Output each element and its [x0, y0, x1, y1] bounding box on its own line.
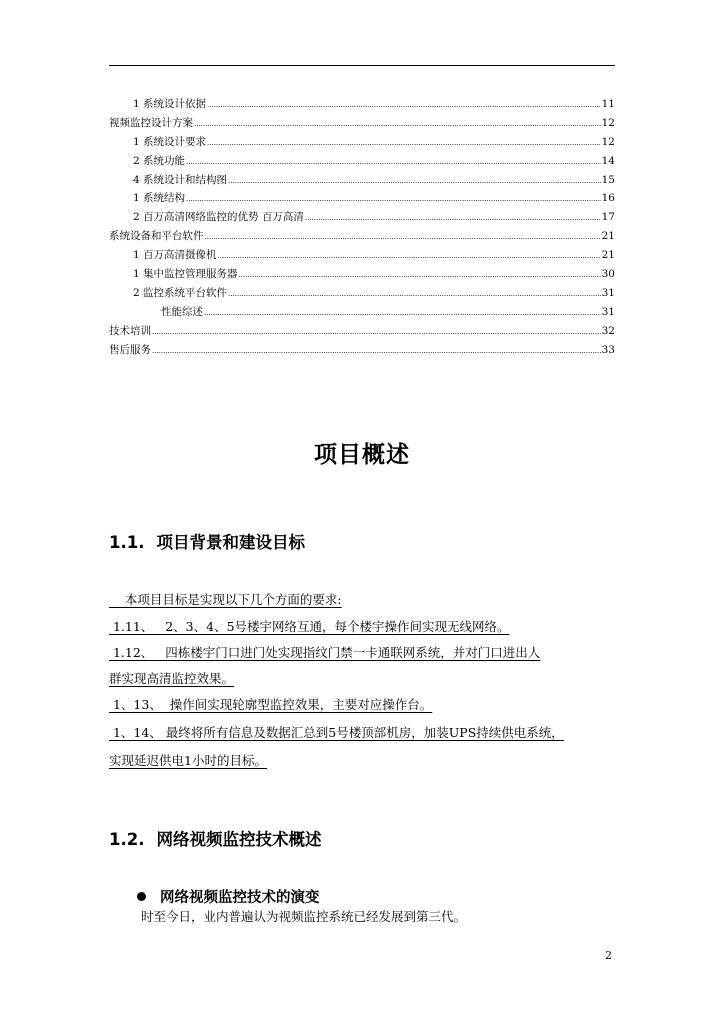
section-heading-1-1	[109, 529, 305, 553]
toc-entry-page: 16	[601, 192, 615, 205]
toc-entry-page: 12	[601, 116, 615, 129]
toc-entry-title: 技术培训	[109, 324, 151, 337]
page-number: 2	[605, 949, 612, 962]
toc-entry[interactable]	[109, 209, 615, 228]
toc-entry-page: 17	[601, 211, 615, 224]
toc-leader-dots	[152, 328, 601, 336]
toc-leader-dots	[204, 309, 601, 317]
toc-entry-title: 1 系统设计要求	[133, 135, 207, 148]
header-rule	[109, 65, 615, 66]
toc-leader-dots	[186, 195, 601, 203]
toc-entry-page: 33	[601, 343, 615, 356]
toc-entry-title: 1 系统结构	[133, 192, 186, 205]
toc-entry-page: 12	[601, 135, 615, 148]
toc-leader-dots	[205, 233, 601, 241]
toc-entry[interactable]	[109, 228, 615, 247]
toc-entry[interactable]	[109, 285, 615, 304]
toc-leader-dots	[228, 177, 601, 185]
toc-leader-dots	[194, 120, 601, 128]
toc-entry-title: 1 系统设计依据	[133, 98, 207, 110]
toc-entry-title: 1 集中监控管理服务器	[133, 268, 238, 281]
toc-entry[interactable]	[109, 266, 615, 285]
toc-entry-page: 31	[601, 305, 615, 318]
section-title: 网络视频监控技术概述	[156, 830, 322, 849]
toc-entry-title: 系统设备和平台软件	[109, 230, 204, 243]
requirement-item: 1、13、 操作间实现轮廓型监控效果，主要对应操作台。	[109, 697, 433, 712]
toc-entry-title: 视频监控设计方案	[109, 116, 193, 129]
toc-entry-page: 21	[601, 230, 615, 243]
requirement-item-continued: 实现延迟供电1小时的目标。	[109, 753, 267, 768]
toc-entry-page: 30	[601, 268, 615, 281]
toc-entry-title: 售后服务	[109, 343, 151, 356]
toc-entry[interactable]	[109, 115, 615, 134]
bullet-heading-text: 网络视频监控技术的演变	[160, 890, 320, 906]
toc-entry-title: 性能综述	[161, 305, 203, 318]
section-title: 项目背景和建设目标	[156, 533, 305, 552]
toc-leader-dots	[305, 214, 601, 222]
toc-entry[interactable]	[109, 153, 615, 172]
toc-entry-page: 11	[601, 98, 615, 110]
toc-entry-title: 1 百万高清摄像机	[133, 249, 217, 262]
toc-entry[interactable]	[109, 96, 615, 115]
toc-entry[interactable]	[109, 172, 615, 191]
bullet-heading	[137, 886, 320, 907]
intro-paragraph: 本项目目标是实现以下几个方面的要求:	[109, 592, 342, 607]
toc-entry-page: 14	[601, 154, 615, 167]
toc-entry[interactable]	[109, 190, 615, 209]
toc-leader-dots	[152, 347, 601, 355]
toc-entry-title: 2 监控系统平台软件	[133, 286, 228, 299]
section-heading-1-2	[109, 826, 322, 850]
toc-entry-title: 2 百万高清网络监控的优势 百万高清	[133, 211, 304, 224]
toc-entry[interactable]	[109, 134, 615, 153]
toc-entry-page: 32	[601, 324, 615, 337]
toc-entry-page: 31	[601, 286, 615, 299]
toc-entry-title: 2 系统功能	[133, 154, 186, 167]
requirement-item-continued: 群实现高清监控效果。	[109, 671, 235, 686]
toc-entry[interactable]	[109, 304, 615, 323]
body-paragraph: 时至今日，业内普遍认为视频监控系统已经发展到第三代。	[141, 909, 467, 924]
table-of-contents	[109, 96, 615, 360]
toc-entry[interactable]	[109, 323, 615, 342]
requirement-item: 1.11、 2、3、4、5号楼宇网络互通，每个楼宇操作间实现无线网络。	[109, 619, 510, 634]
toc-leader-dots	[228, 290, 601, 298]
toc-leader-dots	[218, 252, 601, 260]
toc-entry-title: 4 系统设计和结构图	[133, 173, 228, 186]
toc-leader-dots	[207, 101, 601, 109]
toc-entry[interactable]	[109, 247, 615, 266]
toc-entry-page: 21	[601, 249, 615, 262]
requirement-item: 1、14、 最终将所有信息及数据汇总到5号楼顶部机房，加装UPS持续供电系统，	[109, 725, 564, 740]
chapter-title: 项目概述	[314, 442, 410, 468]
toc-leader-dots	[207, 139, 601, 147]
toc-leader-dots	[186, 158, 601, 166]
requirement-item: 1.12、 四栋楼宇门口进门处实现指纹门禁一卡通联网系统，并对门口进出人	[109, 645, 541, 660]
toc-entry-page: 15	[601, 173, 615, 186]
toc-entry[interactable]	[109, 342, 615, 361]
bullet-dot-icon	[137, 892, 146, 901]
section-number: 1.2.	[109, 830, 145, 849]
toc-leader-dots	[239, 271, 601, 279]
section-number: 1.1.	[109, 533, 145, 552]
